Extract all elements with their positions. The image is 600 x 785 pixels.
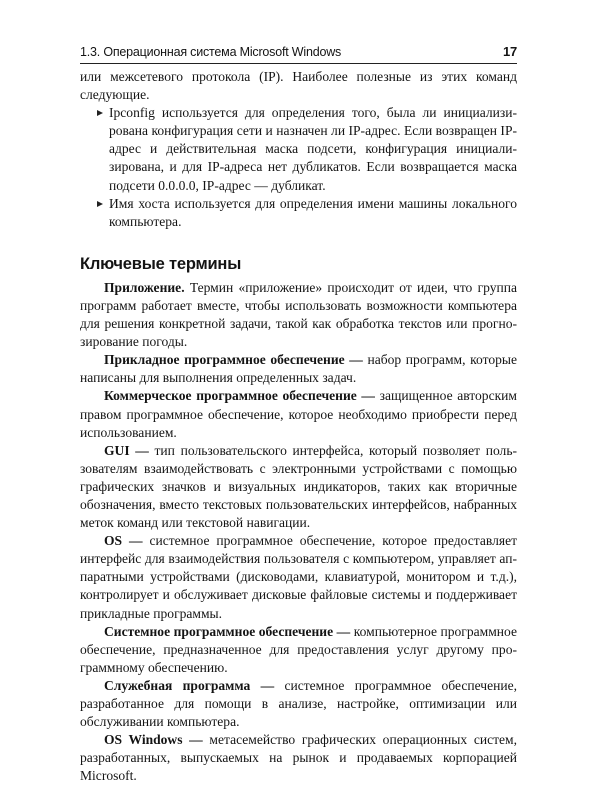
term-text: метасемейство графических операционных систем, разработанных, выпускаемых на рынок и продаваемых корпорацией Microsoft. <box>80 732 517 784</box>
term-definition <box>80 731 517 785</box>
term-name: GUI — <box>104 442 149 458</box>
running-header-title: 1.3. Операционная система Microsoft Windows <box>80 45 342 59</box>
triangle-bullet-icon <box>97 201 103 207</box>
term-definition <box>80 677 517 731</box>
term-text: защищенное авторским правом программное обеспечение, которое необходимо приобрести перед использованием. <box>80 388 518 440</box>
term-definition <box>80 623 517 677</box>
list-item <box>80 104 517 194</box>
term-text: тип пользовательского интерфейса, который позволяет пользователям взаимодействовать с электронными устройствами с помощью графических значков и визуальных индикаторов, таких как вторичные обозначения, вместо текстовых пользовательских интерфейсов, набранных меток команд или текстовой навигации. <box>80 442 518 531</box>
header-rule <box>80 63 517 64</box>
list-item <box>80 195 517 231</box>
running-header <box>80 44 517 62</box>
term-name: Прикладное программное обеспечение — <box>104 352 363 368</box>
term-text: Термин «приложение» происходит от идеи, что группа программ работает вместе, чтобы использовать возможности компьютера для решения конкретной задачи, такой как обработка текстов или прогнозирование погоды. <box>80 279 517 350</box>
command-list <box>80 104 517 231</box>
list-item-text: Имя хоста используется для определения имени машины локального компьютера. <box>109 195 517 229</box>
term-name: OS — <box>104 533 143 549</box>
term-text: системное программное обеспечение, которое предоставляет интерфейс для взаимодействия пользователя с компьютером, управляет аппаратными устройствами (дисководами, клавиатурой, монитором и т.д.), контролирует и обслуживает дисковые файловые системы и поддерживает прикладные программы. <box>80 533 517 621</box>
term-text: набор программ, которые написаны для выполнения определенных задач. <box>80 352 517 386</box>
term-name: Коммерческое программное обеспечение — <box>104 388 375 404</box>
term-name: Системное программное обеспечение — <box>104 623 351 639</box>
term-definition <box>80 387 517 441</box>
term-definition <box>80 442 517 532</box>
term-text: компьютерное программное обеспечение, предназначенное для предоставления услуг другому программному обеспечению. <box>80 623 517 675</box>
intro-paragraph: или межсетевого протокола (IP). Наиболее полезные из этих команд следующие. <box>80 69 517 103</box>
term-name: Приложение. <box>104 279 185 295</box>
term-definition <box>80 532 517 622</box>
page-body <box>80 68 517 785</box>
page-number: 17 <box>502 44 517 59</box>
list-item-text: Ipconfig используется для определения того, была ли инициализирована конфигурация сети и назначен ли IP-адрес. Если возвращен IP-адрес и действительная маска подсети, конфигурация инициализирована, и для IP-адреса нет дубликатов. Если возвращается маска подсети 0.0.0.0, IP-адрес — дубликат. <box>109 105 517 193</box>
term-text: системное программное обеспечение, разработанное для помощи в анализе, настройке, оптимизации или обслуживании компьютера. <box>80 677 517 730</box>
term-definition <box>80 279 517 351</box>
term-name: OS Windows — <box>104 732 203 748</box>
term-definition <box>80 351 517 387</box>
term-name: Служебная программа — <box>104 677 275 693</box>
section-heading: Ключевые термины <box>80 254 242 273</box>
triangle-bullet-icon <box>97 110 103 116</box>
